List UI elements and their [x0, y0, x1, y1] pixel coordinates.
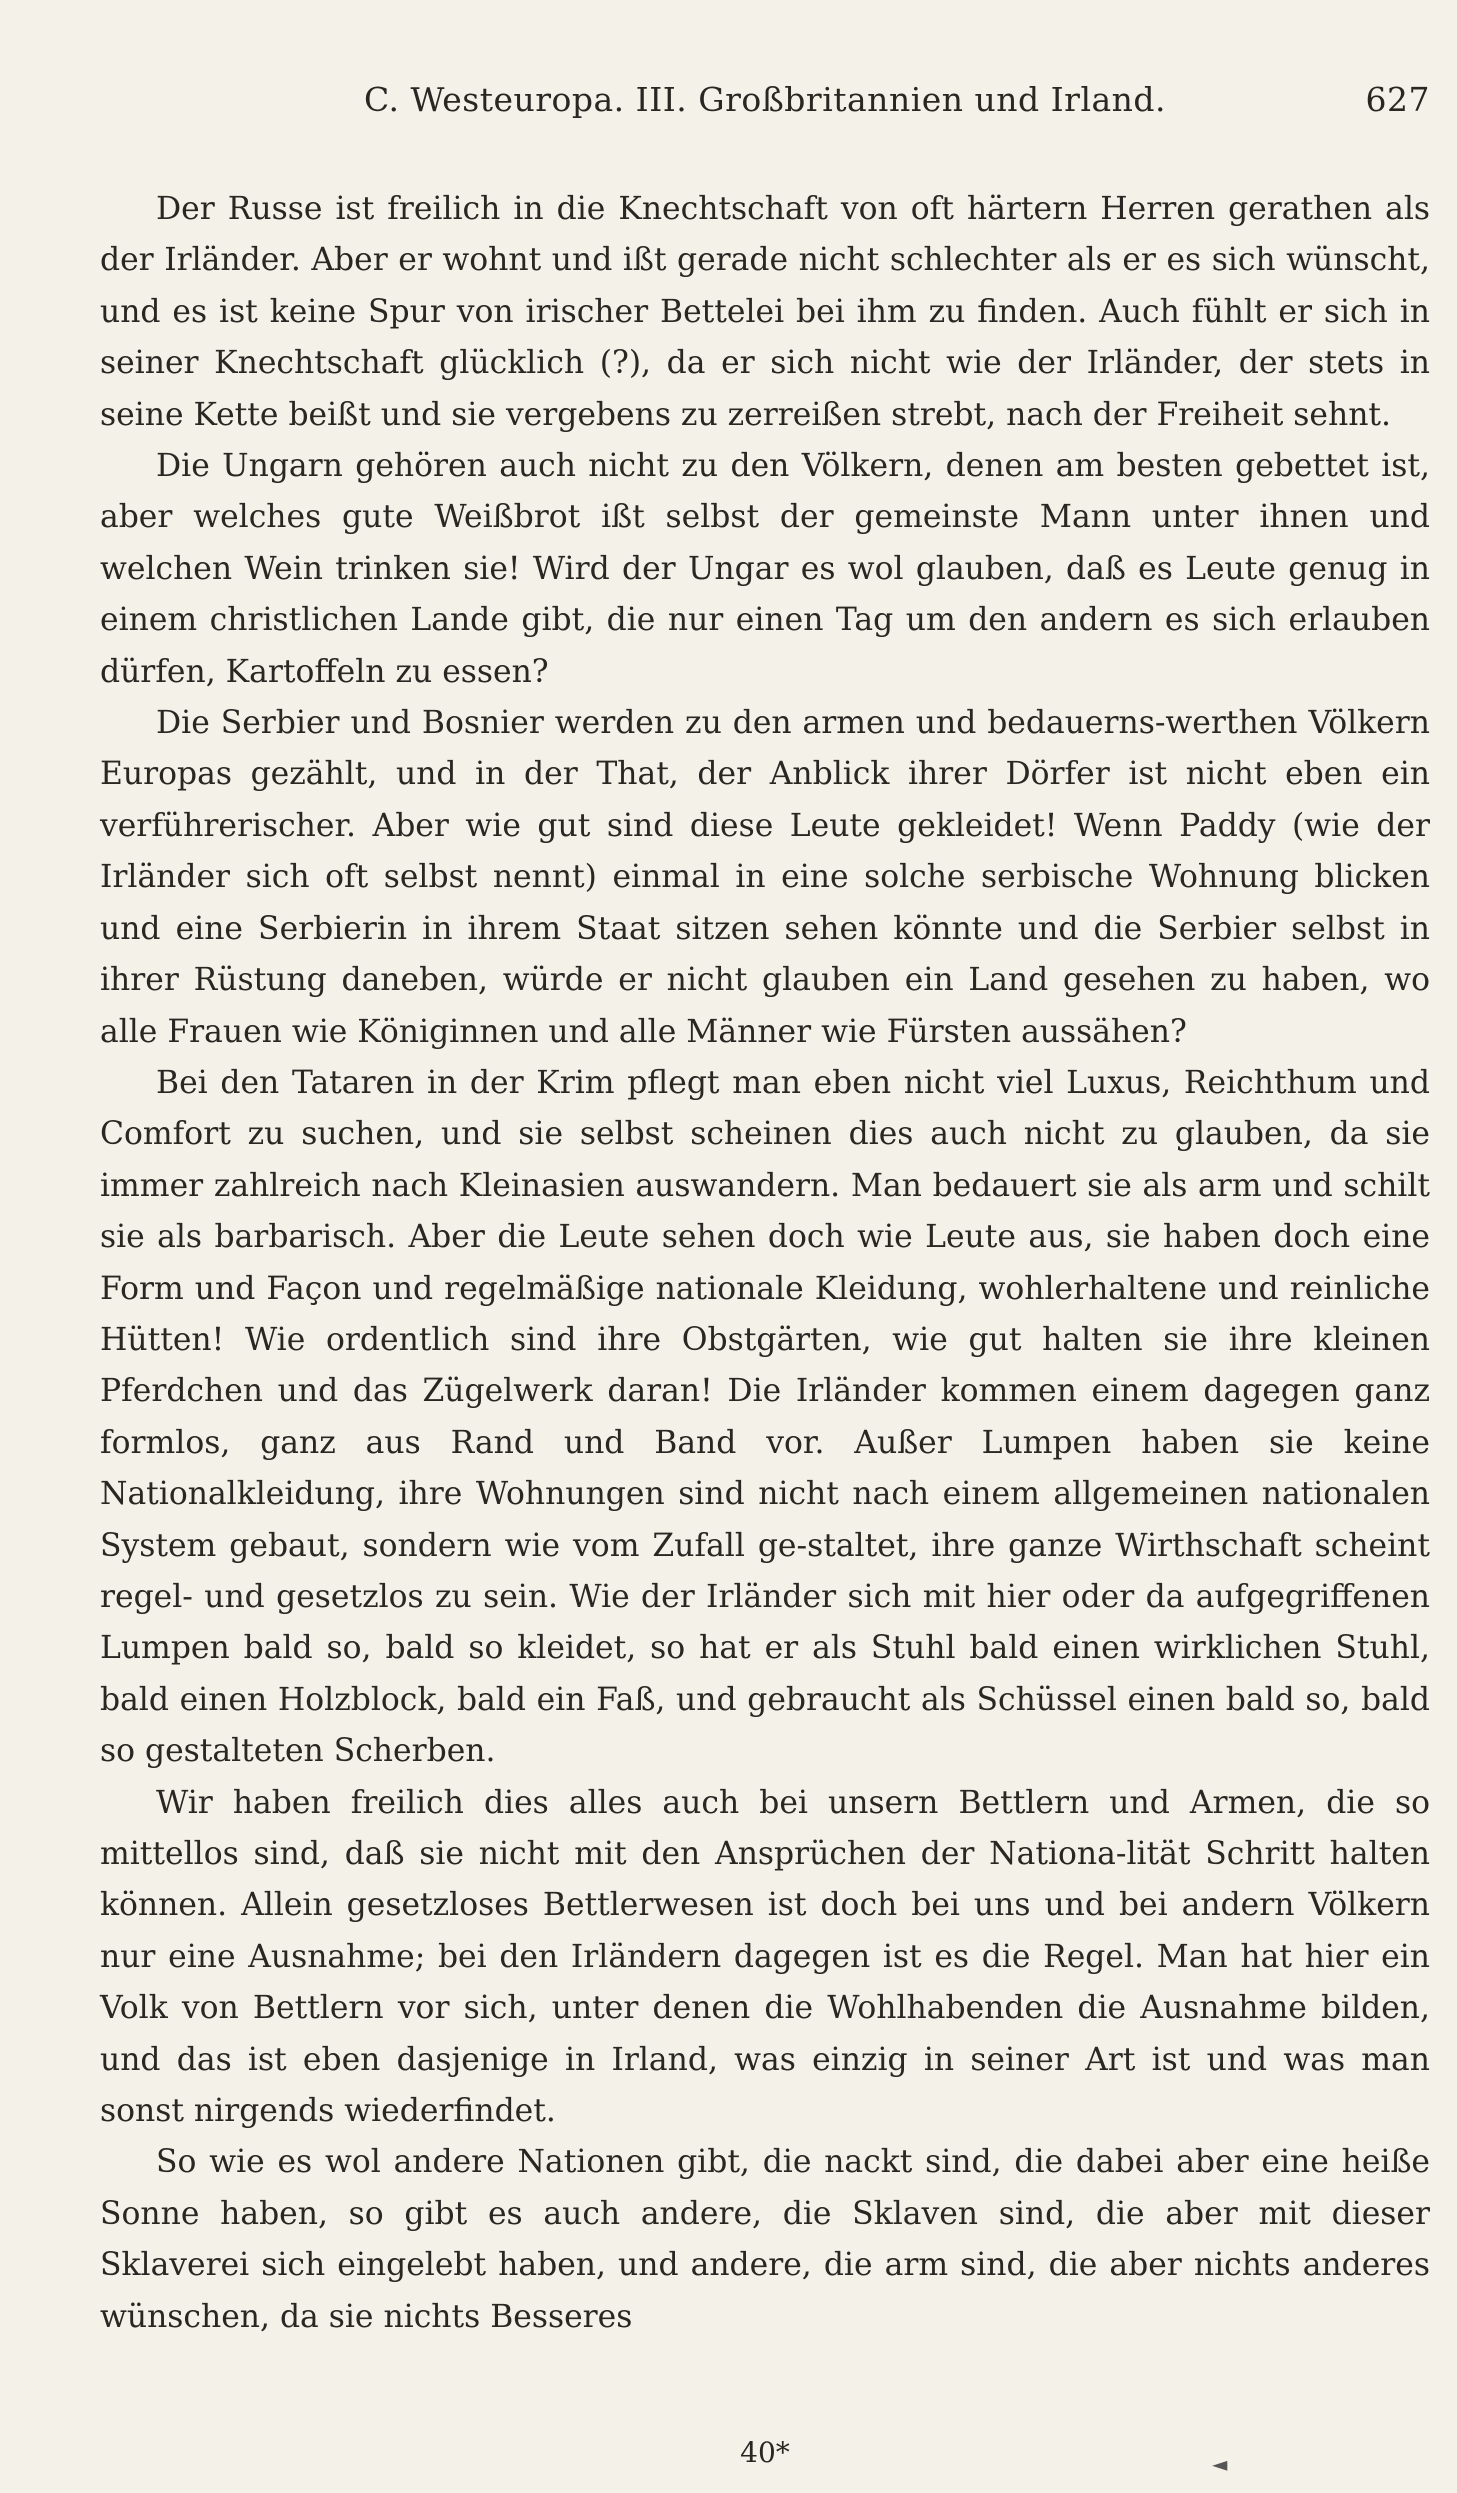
signature-mark: 40* — [740, 2436, 790, 2469]
paragraph: Die Ungarn gehören auch nicht zu den Völkern, denen am besten gebettet ist, aber welches gute Weißbrot ißt selbst der gemeinste Mann unter ihnen und welchen Wein trinken sie! Wird der Ungar es wol glauben, daß es Leute genug in einem christlichen Lande gibt, die nur einen Tag um den andern es sich erlauben dürfen, Kartoffeln zu essen? — [100, 448, 1430, 690]
paragraph: Die Serbier und Bosnier werden zu den armen und bedauerns-werthen Völkern Europas gezählt, und in der That, der Anblick ihrer Dörfer ist nicht eben ein verführerischer. Aber wie gut sind diese Leute gekleidet! Wenn Paddy (wie der Irländer sich oft selbst nennt) einmal in eine solche serbische Wohnung blicken und eine Serbierin in ihrem Staat sitzen sehen könnte und die Serbier selbst in ihrer Rüstung daneben, würde er nicht glauben ein Land gesehen zu haben, wo alle Frauen wie Königinnen und alle Männer wie Fürsten aussähen? — [100, 705, 1430, 1050]
paragraph: Wir haben freilich dies alles auch bei unsern Bettlern und Armen, die so mittellos sind, daß sie nicht mit den Ansprüchen der Nationa-lität Schritt halten können. Allein gesetzloses Bettlerwesen ist doch bei uns und bei andern Völkern nur eine Ausnahme; bei den Irländern dagegen ist es die Regel. Man hat hier ein Volk von Bettlern vor sich, unter denen die Wohlhabenden die Ausnahme bilden, und das ist eben dasjenige in Irland, was einzig in seiner Art ist und was man sonst nirgends wiederfindet. — [100, 1784, 1430, 2130]
paragraph: Der Russe ist freilich in die Knechtschaft von oft härtern Herren gerathen als der Irländer. Aber er wohnt und ißt gerade nicht schlechter als er es sich wünscht, und es ist keine Spur von irischer Bettelei bei ihm zu finden. Auch fühlt er sich in seiner Knechtschaft glücklich (?), da er sich nicht wie der Irländer, der stets in seine Kette beißt und sie vergebens zu zerreißen strebt, nach der Freiheit sehnt. — [100, 191, 1430, 433]
body-text — [100, 184, 1430, 2343]
book-page — [100, 60, 1430, 2480]
running-head — [100, 60, 1430, 130]
running-head-title: C. Westeuropa. III. Großbritannien und Irland. — [363, 80, 1167, 119]
margin-arrow-icon: ◄ — [1212, 2452, 1228, 2476]
page-number: 627 — [1365, 80, 1430, 119]
paragraph: Bei den Tataren in der Krim pflegt man eben nicht viel Luxus, Reichthum und Comfort zu suchen, und sie selbst scheinen dies auch nicht zu glauben, da sie immer zahlreich nach Kleinasien auswandern. Man bedauert sie als arm und schilt sie als barbarisch. Aber die Leute sehen doch wie Leute aus, sie haben doch eine Form und Façon und regelmäßige nationale Kleidung, wohlerhaltene und reinliche Hütten! Wie ordentlich sind ihre Obstgärten, wie gut halten sie ihre kleinen Pferdchen und das Zügelwerk daran! Die Irländer kommen einem dagegen ganz formlos, ganz aus Rand und Band vor. Außer Lumpen haben sie keine Nationalkleidung, ihre Wohnungen sind nicht nach einem allgemeinen nationalen System gebaut, sondern wie vom Zufall ge-staltet, ihre ganze Wirthschaft scheint regel- und gesetzlos zu sein. Wie der Irländer sich mit hier oder da aufgegriffenen Lumpen bald so, bald so kleidet, so hat er als Stuhl bald einen wirklichen Stuhl, bald einen Holzblock, bald ein Faß, und gebraucht als Schüssel einen bald so, bald so gestalteten Scherben. — [100, 1064, 1430, 1770]
paragraph: So wie es wol andere Nationen gibt, die nackt sind, die dabei aber eine heiße Sonne haben, so gibt es auch andere, die Sklaven sind, die aber mit dieser Sklaverei sich eingelebt haben, und andere, die arm sind, die aber nichts anderes wünschen, da sie nichts Besseres — [100, 2144, 1430, 2335]
